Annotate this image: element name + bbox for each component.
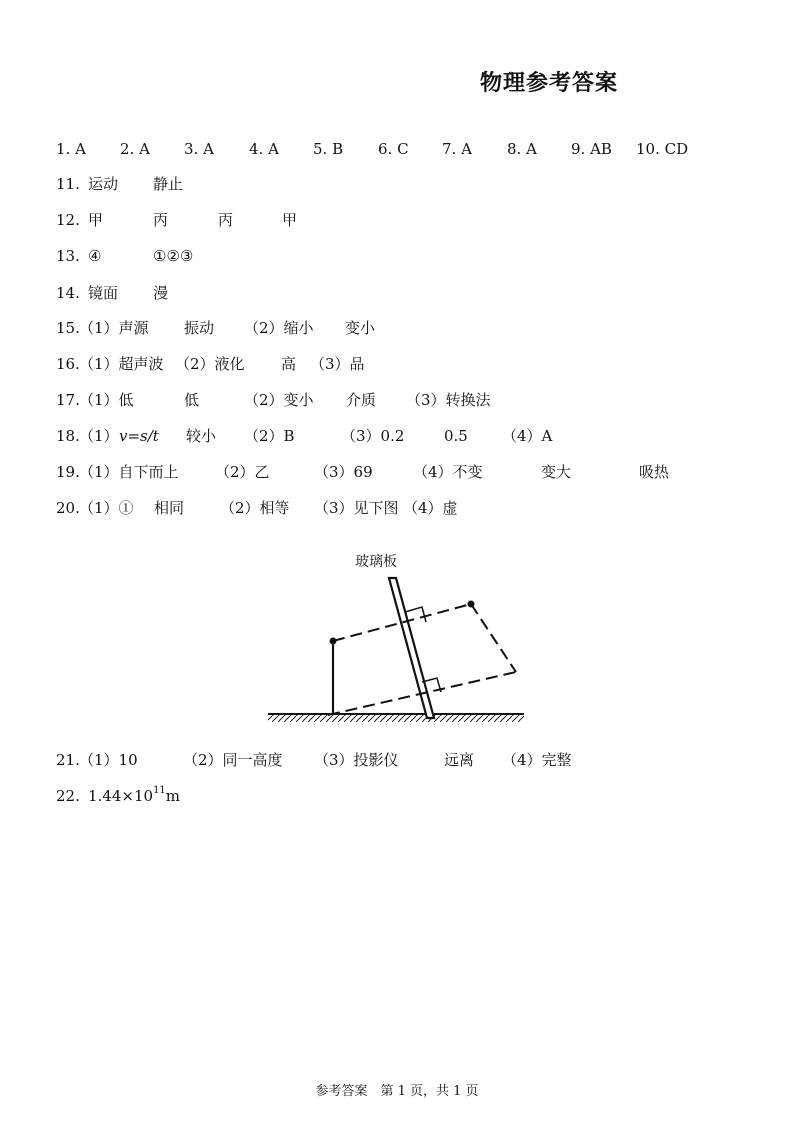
question-number: 19. — [56, 463, 80, 481]
mc-answer-6: 6. C — [378, 140, 409, 158]
answer-part: 介质 — [346, 391, 377, 409]
question-number: 17. — [56, 391, 80, 409]
answer-part: 丙 — [218, 211, 234, 229]
mc-answer-1: 1. A — [56, 140, 86, 158]
mc-answer-5: 5. B — [313, 140, 344, 158]
page-title: 物理参考答案 — [480, 71, 619, 96]
mc-answer-row — [56, 138, 756, 160]
answer-row-20 — [56, 497, 556, 519]
answer-part-scientific — [88, 785, 180, 807]
mantissa: 1.44×10 — [88, 787, 154, 805]
question-number: 15. — [56, 319, 80, 337]
answer-part: 丙 — [153, 211, 169, 229]
mc-answer-3: 3. A — [184, 140, 214, 158]
image-top-point — [468, 601, 475, 608]
answer-part: （4）不变 — [413, 463, 483, 481]
answer-part: （3）69 — [314, 463, 373, 481]
answer-part: 低 — [184, 391, 200, 409]
answer-part: （3）0.2 — [341, 427, 405, 445]
answer-row-18 — [56, 425, 576, 447]
answer-part: （3）投影仪 — [314, 751, 399, 769]
answer-part: （2）液化 — [175, 355, 245, 373]
question-number: 20. — [56, 499, 80, 517]
mc-answer-9: 9. AB — [571, 140, 612, 158]
answer-part: （3）见下图 — [314, 499, 399, 517]
answer-part: 相同 — [154, 499, 185, 517]
mc-answer-7: 7. A — [442, 140, 472, 158]
question-number: 21. — [56, 751, 80, 769]
answer-part: （4）完整 — [502, 751, 572, 769]
question-number: 12. — [56, 211, 80, 229]
answer-row-17 — [56, 389, 556, 411]
formula-text: v=s/t — [119, 427, 159, 445]
answer-part: （1）超声波 — [79, 355, 164, 373]
answer-part: 漫 — [153, 284, 169, 302]
question-number: 16. — [56, 355, 80, 373]
answer-part: 吸热 — [639, 463, 670, 481]
answer-row-21 — [56, 749, 616, 771]
answer-part: 振动 — [184, 319, 215, 337]
answer-part: （1）10 — [79, 751, 138, 769]
page-footer: 参考答案 第 1 页，共 1 页 — [315, 1084, 479, 1099]
answer-part: （2）相等 — [220, 499, 290, 517]
question-number: 11. — [56, 175, 80, 193]
question-number: 22. — [56, 787, 80, 805]
answer-part: 0.5 — [444, 427, 468, 445]
answer-part: （1） — [79, 427, 119, 445]
answer-part: （1）声源 — [79, 319, 149, 337]
answer-part: 变小 — [345, 319, 376, 337]
question-number: 14. — [56, 284, 80, 302]
answer-part: （1）低 — [79, 391, 134, 409]
answer-part: 运动 — [88, 175, 119, 193]
answer-part: 甲 — [282, 211, 298, 229]
mirror-image-diagram — [266, 548, 530, 732]
answer-part: ①②③ — [153, 247, 194, 265]
mc-answer-2: 2. A — [120, 140, 150, 158]
answer-part: （4）A — [502, 427, 553, 445]
answer-part: （2）缩小 — [244, 319, 314, 337]
mc-answer-10: 10. CD — [636, 140, 689, 158]
answer-row-16 — [56, 353, 556, 375]
answer-part: 远离 — [444, 751, 475, 769]
answer-part: 甲 — [88, 211, 104, 229]
answer-row-15 — [56, 317, 556, 339]
question-number: 13. — [56, 247, 80, 265]
answer-row-13 — [56, 245, 456, 267]
glass-plate — [389, 578, 434, 718]
dashed-image-line — [471, 604, 516, 672]
answer-part: 静止 — [153, 175, 184, 193]
answer-part: 变大 — [541, 463, 572, 481]
answer-row-22 — [56, 785, 356, 807]
question-number: 18. — [56, 427, 80, 445]
answer-part: （2）变小 — [244, 391, 314, 409]
answer-part: （2）同一高度 — [183, 751, 283, 769]
answer-part: （1）自下而上 — [79, 463, 179, 481]
answer-part: ④ — [88, 247, 102, 265]
answer-part-formula — [119, 425, 159, 447]
ground-hatching — [268, 714, 524, 722]
answer-part: 高 — [281, 355, 297, 373]
answer-part: （4）虚 — [403, 499, 458, 517]
answer-part: 较小 — [186, 427, 217, 445]
answer-part: （2）B — [244, 427, 295, 445]
answer-part: （3）品 — [310, 355, 365, 373]
answer-row-19 — [56, 461, 696, 483]
answer-part: 镜面 — [88, 284, 119, 302]
answer-row-11 — [56, 173, 456, 195]
mc-answer-4: 4. A — [249, 140, 279, 158]
unit: m — [165, 787, 181, 805]
diagram-label: 玻璃板 — [355, 554, 397, 570]
mc-answer-8: 8. A — [507, 140, 537, 158]
exponent: 11 — [153, 785, 166, 796]
answer-part: （3）转换法 — [406, 391, 491, 409]
answer-row-12 — [56, 209, 456, 231]
answer-row-14 — [56, 282, 456, 304]
answer-part: （1）① — [79, 499, 134, 517]
answer-part: （2）乙 — [215, 463, 270, 481]
